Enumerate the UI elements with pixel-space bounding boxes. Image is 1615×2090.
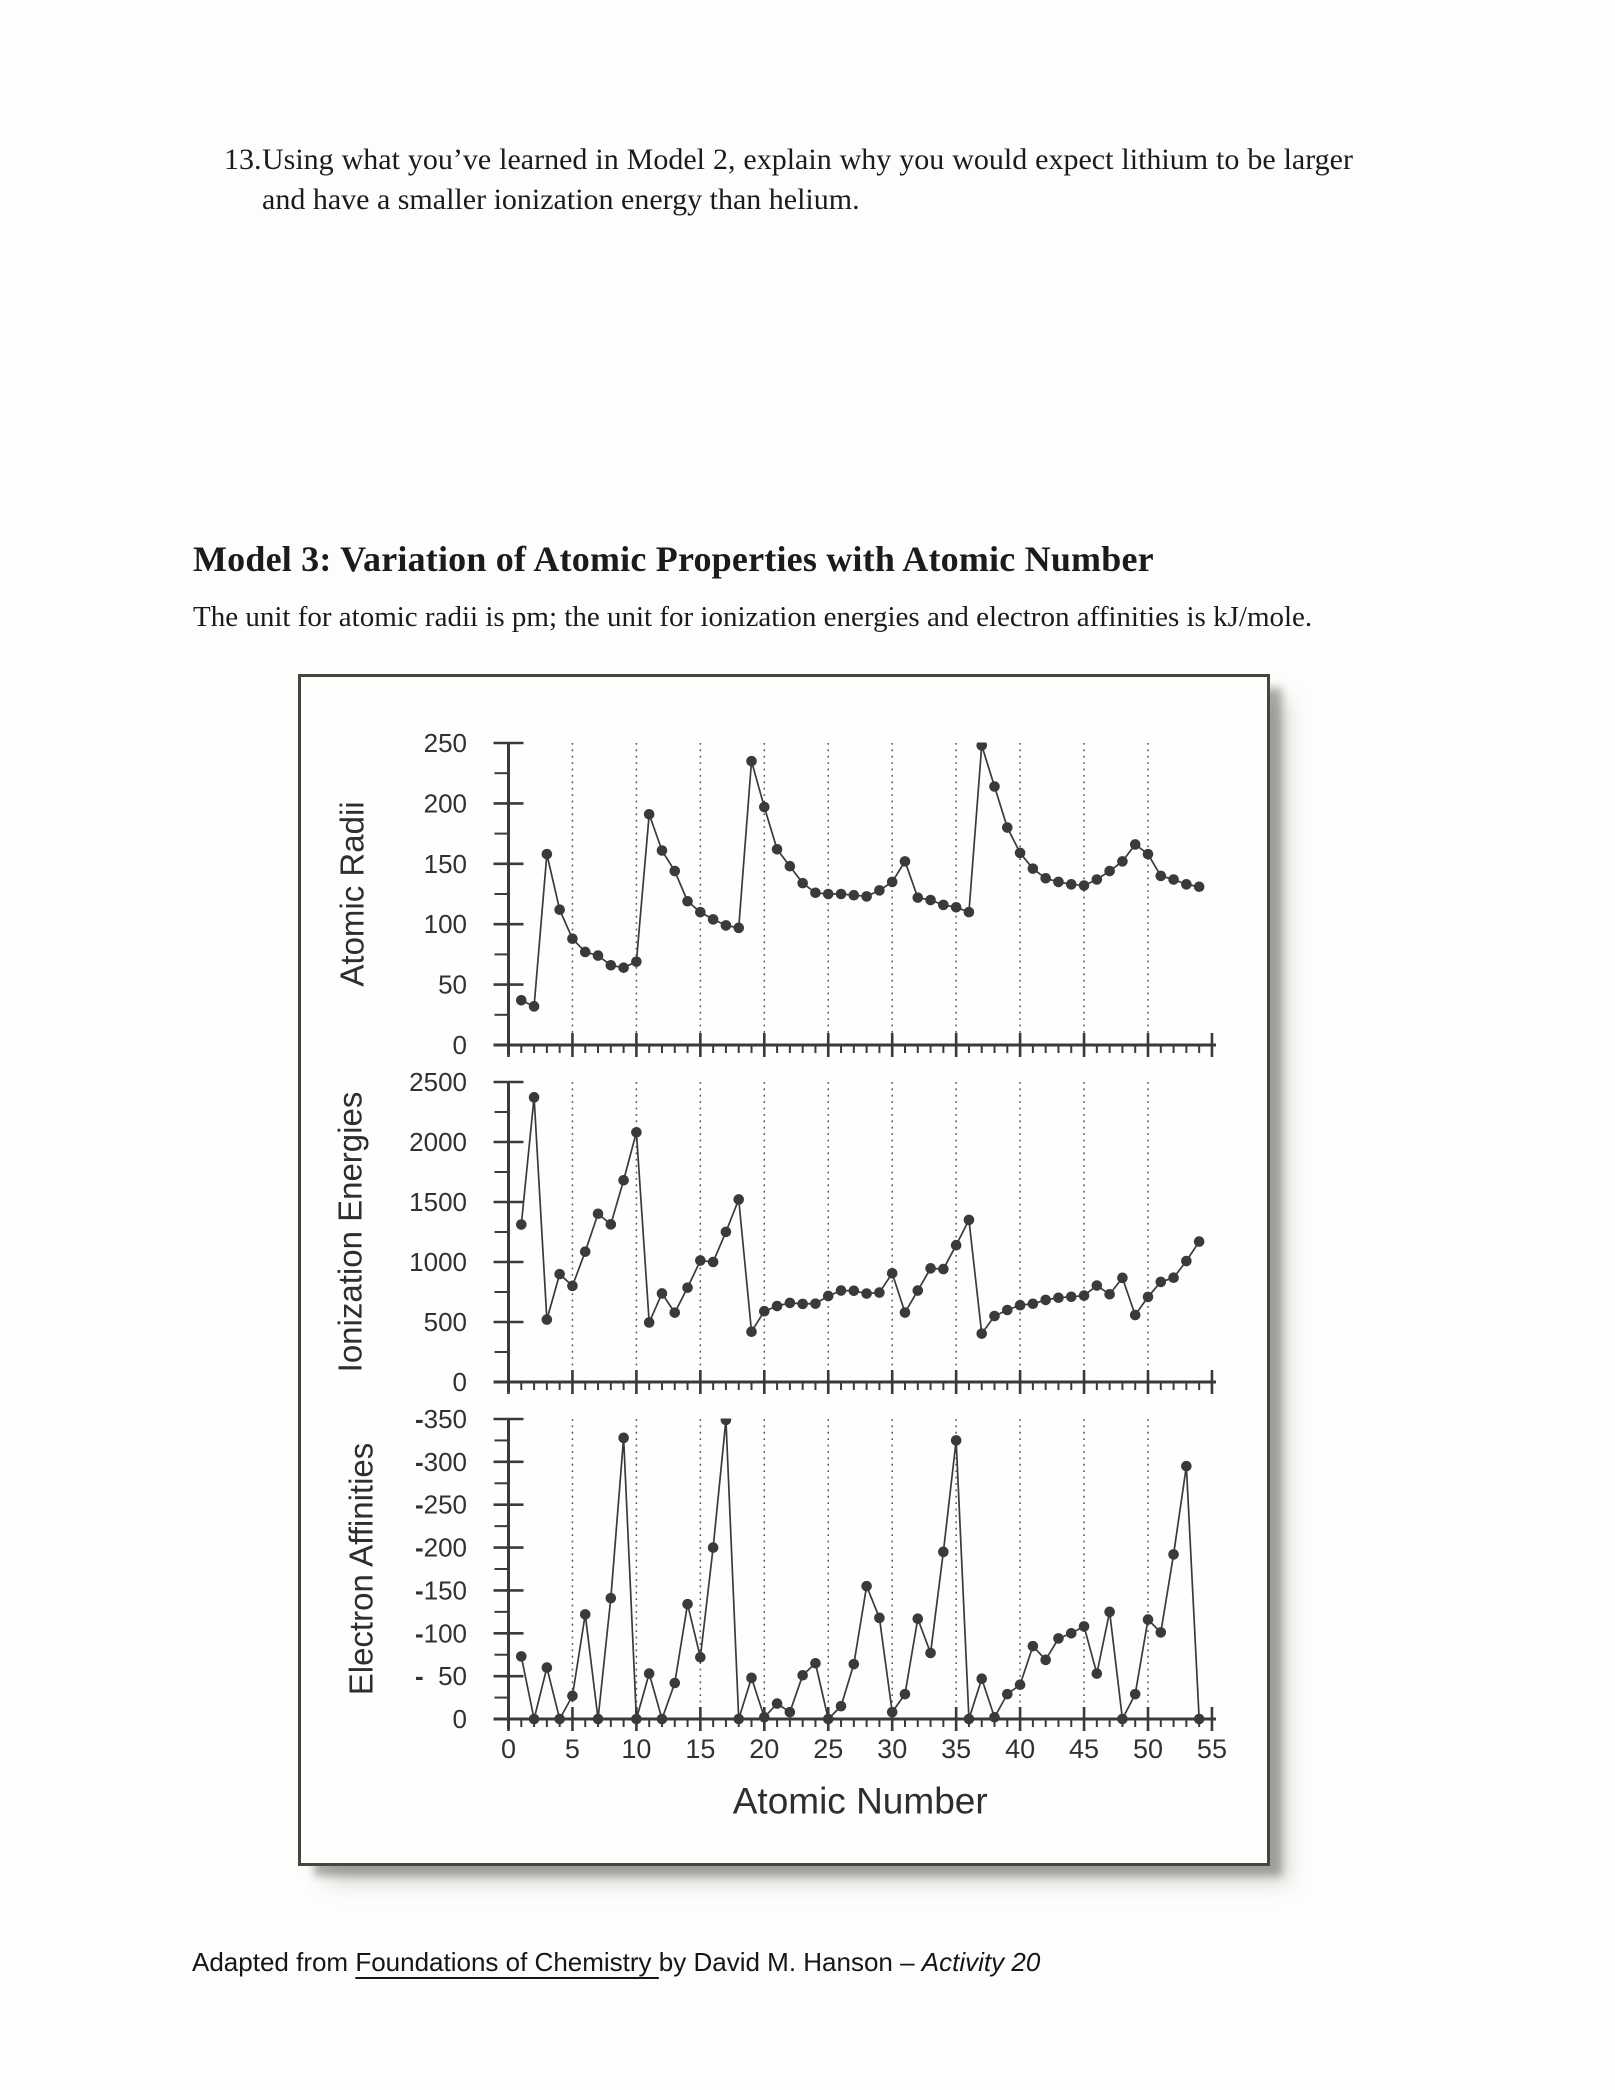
svg-text:250: 250: [423, 728, 467, 758]
svg-text:350: 350: [423, 1404, 467, 1434]
svg-text:50: 50: [1132, 1734, 1164, 1764]
source-footer: [192, 1945, 1040, 1979]
svg-text:150: 150: [423, 1575, 467, 1606]
svg-text:-: -: [415, 1489, 424, 1520]
svg-text:55: 55: [1196, 1734, 1227, 1764]
atomic-properties-chart: [301, 677, 1267, 1863]
electron-affinities-series: [516, 1415, 1204, 1725]
svg-text:500: 500: [423, 1307, 467, 1337]
svg-text:Electron Affinities: Electron Affinities: [342, 1442, 380, 1696]
svg-text:200: 200: [423, 788, 467, 819]
svg-text:-: -: [415, 1446, 424, 1477]
question-13: [224, 140, 1354, 220]
svg-text:2000: 2000: [409, 1127, 467, 1157]
question-text: Using what you’ve learned in Model 2, explain why you would expect lithium to be larger and have a smaller ionization energy than helium.: [262, 143, 1353, 216]
footer-book-title: Foundations of Chemistry: [355, 1947, 659, 1977]
footer-byline: by David M. Hanson –: [658, 1947, 922, 1977]
svg-text:1000: 1000: [409, 1247, 467, 1277]
svg-text:-: -: [415, 1404, 424, 1434]
svg-text:50: 50: [438, 969, 467, 1000]
model3-subtitle: The unit for atomic radii is pm; the unit for ionization energies and electron affinities is kJ/mole.: [193, 601, 1313, 633]
svg-text:35: 35: [941, 1734, 972, 1764]
panel-atomic-radii: [334, 728, 1217, 1060]
model3-heading: Model 3: Variation of Atomic Properties with Atomic Number: [193, 539, 1154, 579]
footer-activity: Activity 20: [921, 1947, 1041, 1977]
atomic-radii-series: [516, 740, 1204, 1012]
svg-text:150: 150: [423, 848, 467, 879]
svg-text:-: -: [415, 1575, 424, 1606]
svg-text:Ionization Energies: Ionization Energies: [331, 1091, 369, 1373]
svg-text:-: -: [415, 1618, 424, 1649]
svg-text:300: 300: [423, 1446, 467, 1477]
svg-text:0: 0: [500, 1734, 517, 1764]
svg-text:-: -: [415, 1661, 424, 1692]
ionization-energies-series: [516, 1092, 1204, 1339]
svg-text:30: 30: [877, 1734, 908, 1764]
svg-text:10: 10: [621, 1734, 652, 1764]
svg-text:5: 5: [564, 1734, 580, 1764]
svg-text:1500: 1500: [409, 1187, 467, 1217]
svg-text:0: 0: [452, 1367, 467, 1397]
panel-electron-affinities: [343, 1404, 1227, 1822]
svg-text:100: 100: [423, 1618, 467, 1649]
svg-text:40: 40: [1005, 1734, 1036, 1764]
svg-text:15: 15: [685, 1734, 716, 1764]
x-axis-title: Atomic Number: [732, 1780, 988, 1822]
svg-text:250: 250: [423, 1489, 467, 1520]
svg-text:25: 25: [813, 1734, 844, 1764]
svg-text:200: 200: [423, 1532, 467, 1563]
model3-figure: [298, 674, 1270, 1866]
svg-text:20: 20: [749, 1734, 780, 1764]
svg-text:50: 50: [438, 1661, 467, 1692]
svg-text:45: 45: [1069, 1734, 1100, 1764]
svg-text:-: -: [415, 1532, 424, 1563]
svg-text:100: 100: [423, 909, 467, 940]
footer-prefix: Adapted from: [192, 1947, 356, 1977]
svg-text:Atomic Radii: Atomic Radii: [333, 801, 371, 987]
svg-text:0: 0: [452, 1704, 467, 1734]
svg-text:0: 0: [452, 1030, 467, 1060]
svg-text:2500: 2500: [409, 1067, 467, 1097]
panel-ionization-energies: [332, 1067, 1217, 1397]
question-number: 13.: [224, 143, 262, 176]
